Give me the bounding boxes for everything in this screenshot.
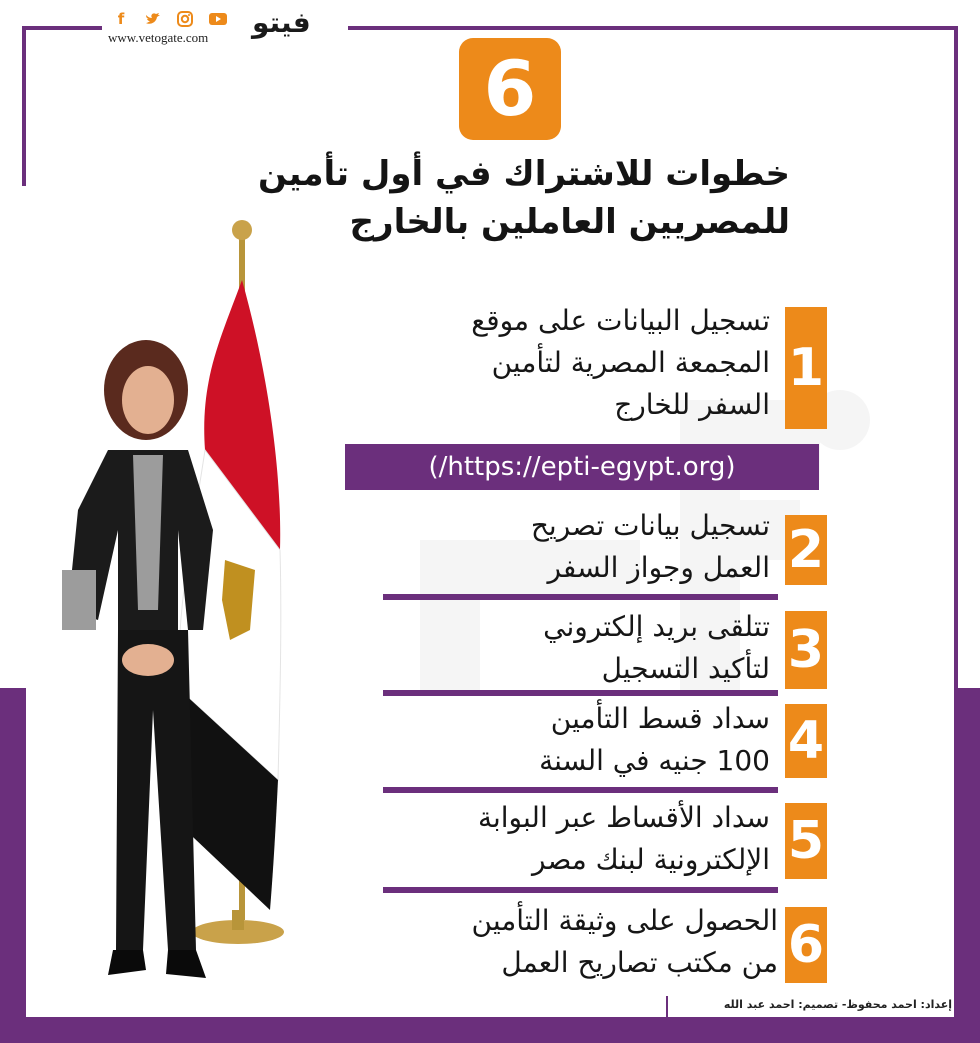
- step-1-text: [300, 300, 770, 426]
- step-3-line-1: تتلقى بريد إلكتروني: [543, 610, 770, 643]
- site-url[interactable]: www.vetogate.com: [108, 30, 209, 45]
- title-line-1: خطوات للاشتراك في أول تأمين: [258, 154, 790, 194]
- step-number-1: 1: [785, 307, 827, 429]
- step-2-line-1: تسجيل بيانات تصريح: [530, 509, 770, 542]
- frame-left: [22, 26, 26, 186]
- step-5-line-1: سداد الأقساط عبر البوابة: [477, 801, 770, 834]
- page-title: [200, 150, 790, 246]
- frame-bottom: [22, 1017, 958, 1021]
- step-2-line-2: العمل وجواز السفر: [547, 551, 770, 584]
- person-photo: [38, 330, 228, 990]
- twitter-icon[interactable]: [144, 10, 162, 28]
- divider-3: [383, 787, 778, 793]
- logo-text: فيتو: [252, 6, 311, 39]
- step-4-line-2: 100 جنيه في السنة: [539, 744, 770, 777]
- step-6-line-1: الحصول على وثيقة التأمين: [471, 904, 778, 937]
- instagram-icon[interactable]: [176, 10, 194, 28]
- social-links: [112, 10, 226, 28]
- facebook-icon[interactable]: f: [117, 10, 125, 28]
- step-number-3: 3: [785, 611, 827, 689]
- step-6-line-2: من مكتب تصاريح العمل: [501, 946, 778, 979]
- step-5-text: [300, 797, 770, 881]
- step-1-line-2: المجمعة المصرية لتأمين: [491, 346, 770, 379]
- step-number-4: 4: [785, 704, 827, 778]
- step-4-line-1: سداد قسط التأمين: [550, 702, 770, 735]
- right-purple-strip: [955, 688, 980, 1021]
- frame-top: [348, 26, 958, 30]
- step-1-line-3: السفر للخارج: [614, 388, 770, 421]
- step-4-text: [300, 698, 770, 782]
- step-2-text: [300, 505, 770, 589]
- step-number-5: 5: [785, 803, 827, 879]
- credits: إعداد: احمد محفوظ- تصميم: احمد عبد الله: [723, 998, 952, 1011]
- step-3-line-2: لتأكيد التسجيل: [601, 652, 770, 685]
- step-number-2: 2: [785, 515, 827, 585]
- youtube-icon[interactable]: [208, 10, 226, 28]
- step-5-line-2: الإلكترونية لبنك مصر: [532, 843, 770, 876]
- step-3-text: [300, 606, 770, 690]
- frame-top-left: [22, 26, 102, 30]
- credits-separator: [666, 996, 668, 1018]
- step-count-badge: 6: [459, 38, 561, 140]
- divider-1: [383, 594, 778, 600]
- title-line-2: للمصريين العاملين بالخارج: [349, 202, 790, 242]
- step-number-6: 6: [785, 907, 827, 983]
- website-link[interactable]: (/https://epti-egypt.org): [345, 444, 819, 490]
- logo[interactable]: [252, 6, 311, 39]
- step-6-text: [300, 900, 778, 984]
- left-purple-strip: [0, 688, 26, 1021]
- divider-2: [383, 690, 778, 696]
- step-1-line-1: تسجيل البيانات على موقع: [471, 304, 770, 337]
- divider-4: [383, 887, 778, 893]
- bottom-purple-band: [0, 1021, 980, 1043]
- header: [100, 6, 350, 46]
